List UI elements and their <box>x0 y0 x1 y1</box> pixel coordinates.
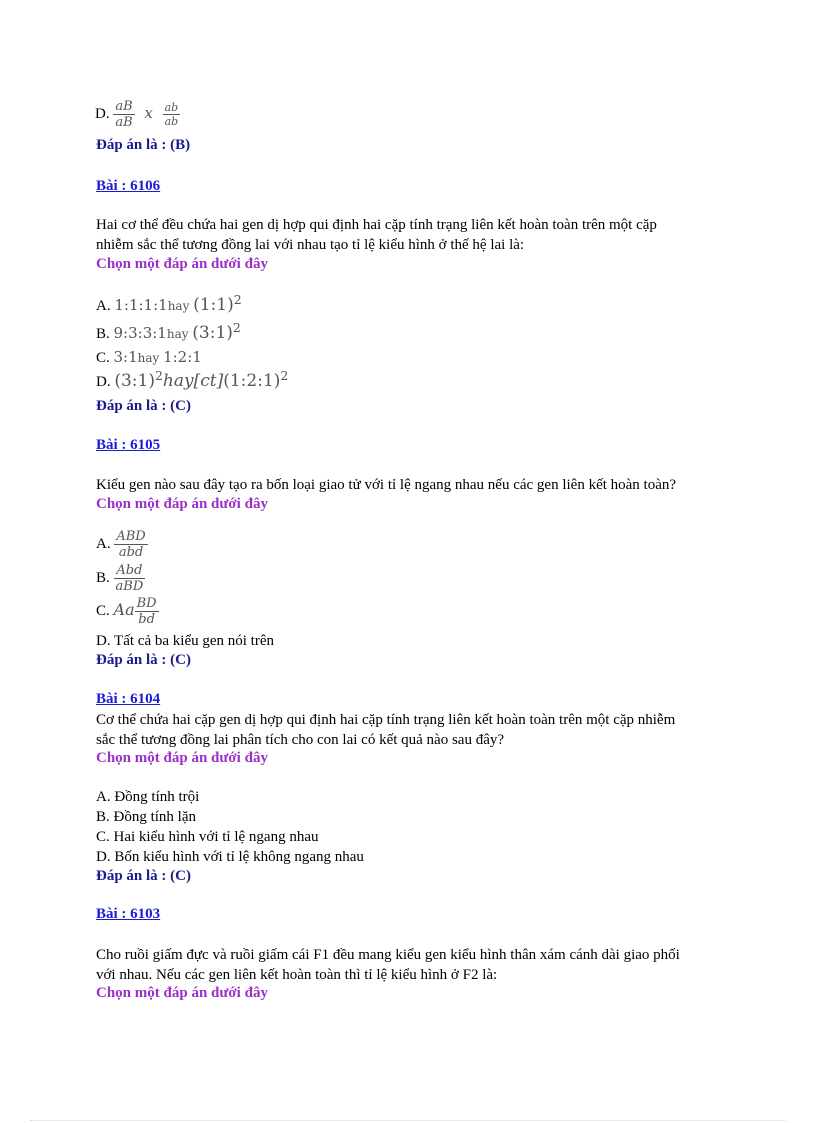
question-text-line: Cho ruồi giấm đực và ruồi giấm cái F1 đều mang kiểu gen kiểu hình thân xám cánh dài giao phối <box>96 947 680 963</box>
option-a: A. $\frac{\text{ABD}}{\text{abd}}$ <box>96 529 146 560</box>
option-d: D. Bốn kiểu hình với tỉ lệ không ngang nhau <box>96 849 364 865</box>
option-c: C. 3:1hay 1:2:1 <box>96 348 202 366</box>
question-text-line: Hai cơ thể đều chứa hai gen dị hợp qui định hai cặp tính trạng liên kết hoàn toàn trên một cặp <box>96 217 657 233</box>
option-c: C. Hai kiểu hình với tỉ lệ ngang nhau <box>96 829 319 845</box>
page-divider <box>30 1120 786 1121</box>
question-text-line: Kiểu gen nào sau đây tạo ra bốn loại giao tử với tỉ lệ ngang nhau nếu các gen liên kết hoàn toàn? <box>96 477 677 493</box>
option-c: C. Aa $\frac{BD}{bd}$ <box>96 596 157 627</box>
question-text-line: nhiễm sắc thể tương đồng lai với nhau tạo tỉ lệ kiểu hình ở thế hệ lai là: <box>96 237 525 253</box>
question-text-line: với nhau. Nếu các gen liên kết hoàn toàn thì tỉ lệ kiểu hình ở F2 là: <box>96 967 498 983</box>
question-title-link[interactable]: Bài : 6104 <box>96 691 161 707</box>
option-a: A. Đồng tính trội <box>96 789 200 805</box>
question-title-link[interactable]: Bài : 6103 <box>96 906 161 922</box>
answer-text: Đáp án là : (C) <box>96 652 192 668</box>
question-text-line: Cơ thể chứa hai cặp gen dị hợp qui định hai cặp tính trạng liên kết hoàn toàn trên một cặp nhiễm <box>96 712 676 728</box>
choose-prompt: Chọn một đáp án dưới đây <box>96 496 268 512</box>
option-b: B. 9:3:3:1hay (3:1)$^2$ <box>96 320 241 343</box>
option-d: D. $\frac{aB}{aB}$ x $\frac{ab}{ab}$ <box>95 99 179 130</box>
option-b: B. Đồng tính lặn <box>96 809 196 825</box>
option-d: D. Tất cả ba kiểu gen nói trên <box>96 633 274 649</box>
choose-prompt: Chọn một đáp án dưới đây <box>96 256 268 272</box>
genotype-fraction: $\frac{BD}{bd}$ <box>136 596 157 627</box>
answer-text: Đáp án là : (C) <box>96 398 192 414</box>
option-b: B. $\frac{\text{Abd}}{\text{aBD}}$ <box>96 563 144 594</box>
genotype-fraction-left: $\frac{aB}{aB}$ <box>115 99 133 130</box>
question-text-line: sắc thể tương đồng lai phân tích cho con lai có kết quả nào sau đây? <box>96 732 505 748</box>
choose-prompt: Chọn một đáp án dưới đây <box>96 750 268 766</box>
genotype-fraction: $\frac{\text{Abd}}{\text{aBD}}$ <box>115 563 144 594</box>
answer-text: Đáp án là : (C) <box>96 868 192 884</box>
option-d: D. (3:1)$^2$hay[ct](1:2:1)$^2$ <box>96 368 289 391</box>
choose-prompt: Chọn một đáp án dưới đây <box>96 985 268 1001</box>
option-a: A. 1:1:1:1hay (1:1)$^2$ <box>96 292 242 315</box>
question-title-link[interactable]: Bài : 6106 <box>96 178 161 194</box>
genotype-fraction-right: $\frac{ab}{ab}$ <box>164 101 179 128</box>
answer-text: Đáp án là : (B) <box>96 137 191 153</box>
genotype-fraction: $\frac{\text{ABD}}{\text{abd}}$ <box>116 529 146 560</box>
question-title-link[interactable]: Bài : 6105 <box>96 437 161 453</box>
